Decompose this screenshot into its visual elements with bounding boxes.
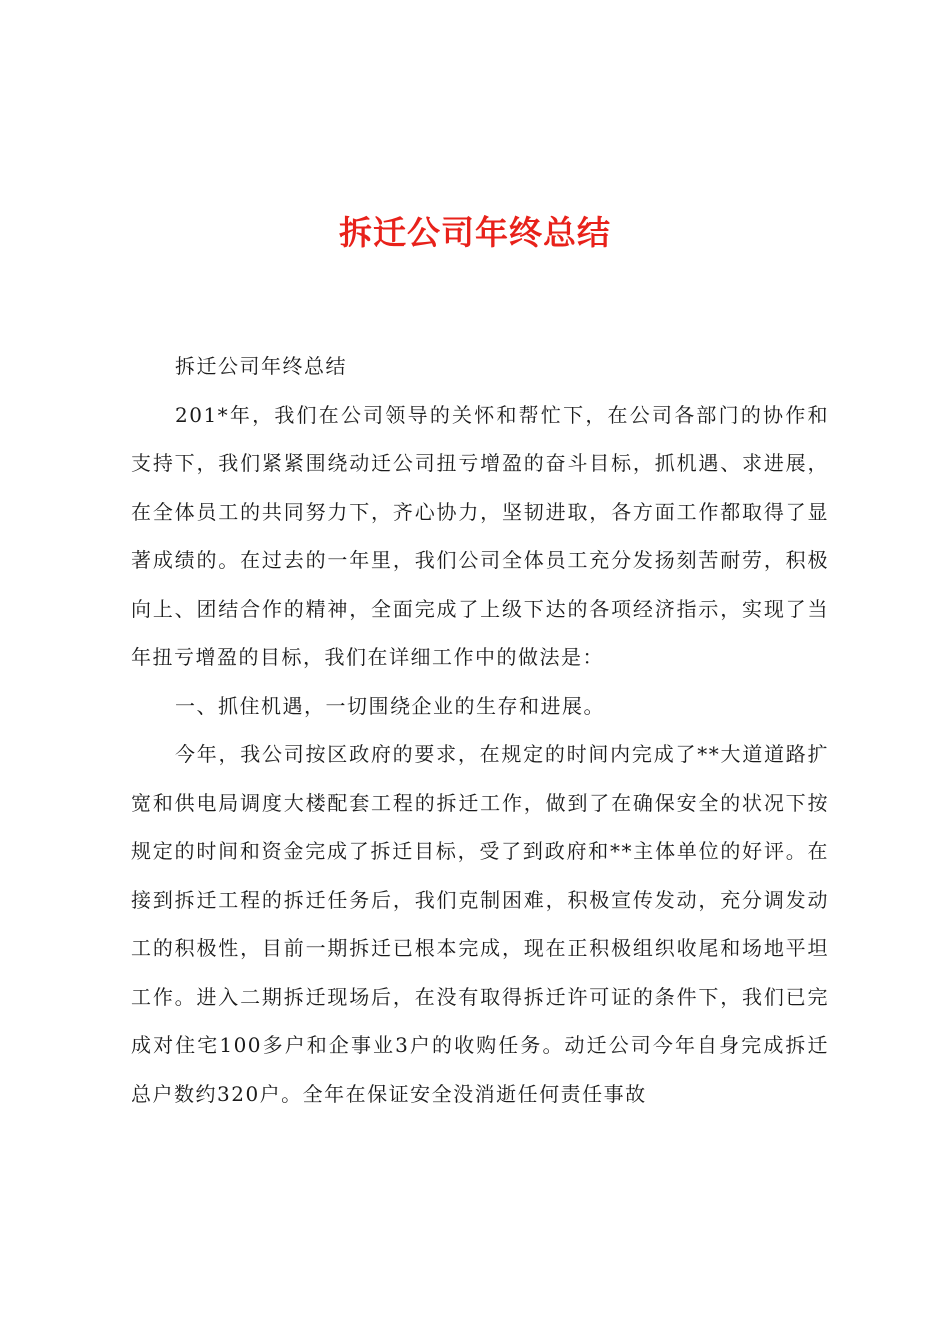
paragraph-heading: 拆迁公司年终总结 xyxy=(175,354,347,378)
paragraph-section-one-heading: 一、抓住机遇，一切围绕企业的生存和进展。 xyxy=(175,693,605,718)
paragraph-section-one-body: 今年，我公司按区政府的要求，在规定的时间内完成了**大道道路扩宽和供电局调度大楼配套工程的拆迁工作，做到了在确保安全的状况下按规定的时间和资金完成了拆迁目标，受了到政府和**主体单位的好评。在接到拆迁工程的拆迁任务后，我们克制困难，积极宣传发动，充分调发动工的积极性，目前一期拆迁已根本完成，现在正积极组织收尾和场地平坦工作。进入二期拆迁现场后，在没有取得拆迁许可证的条件下，我们已完成对住宅100多户和企事业3户的收购任务。动迁公司今年自身完成拆迁总户数约320户。全年在保证安全没消逝任何责任事故 xyxy=(131,742,829,1106)
paragraph-intro: 201*年，我们在公司领导的关怀和帮忙下，在公司各部门的协作和支持下，我们紧紧围绕动迁公司扭亏增盈的奋斗目标，抓机遇、求进展，在全体员工的共同努力下，齐心协力，坚韧进取，各方面工作都取得了显著成绩的。在过去的一年里，我们公司全体员工充分发扬刻苦耐劳，积极向上、团结合作的精神，全面完成了上级下达的各项经济指示，实现了当年扭亏增盈的目标，我们在详细工作中的做法是： xyxy=(131,402,829,669)
document-title: 拆迁公司年终总结 xyxy=(339,213,611,252)
document-body xyxy=(131,342,829,1118)
